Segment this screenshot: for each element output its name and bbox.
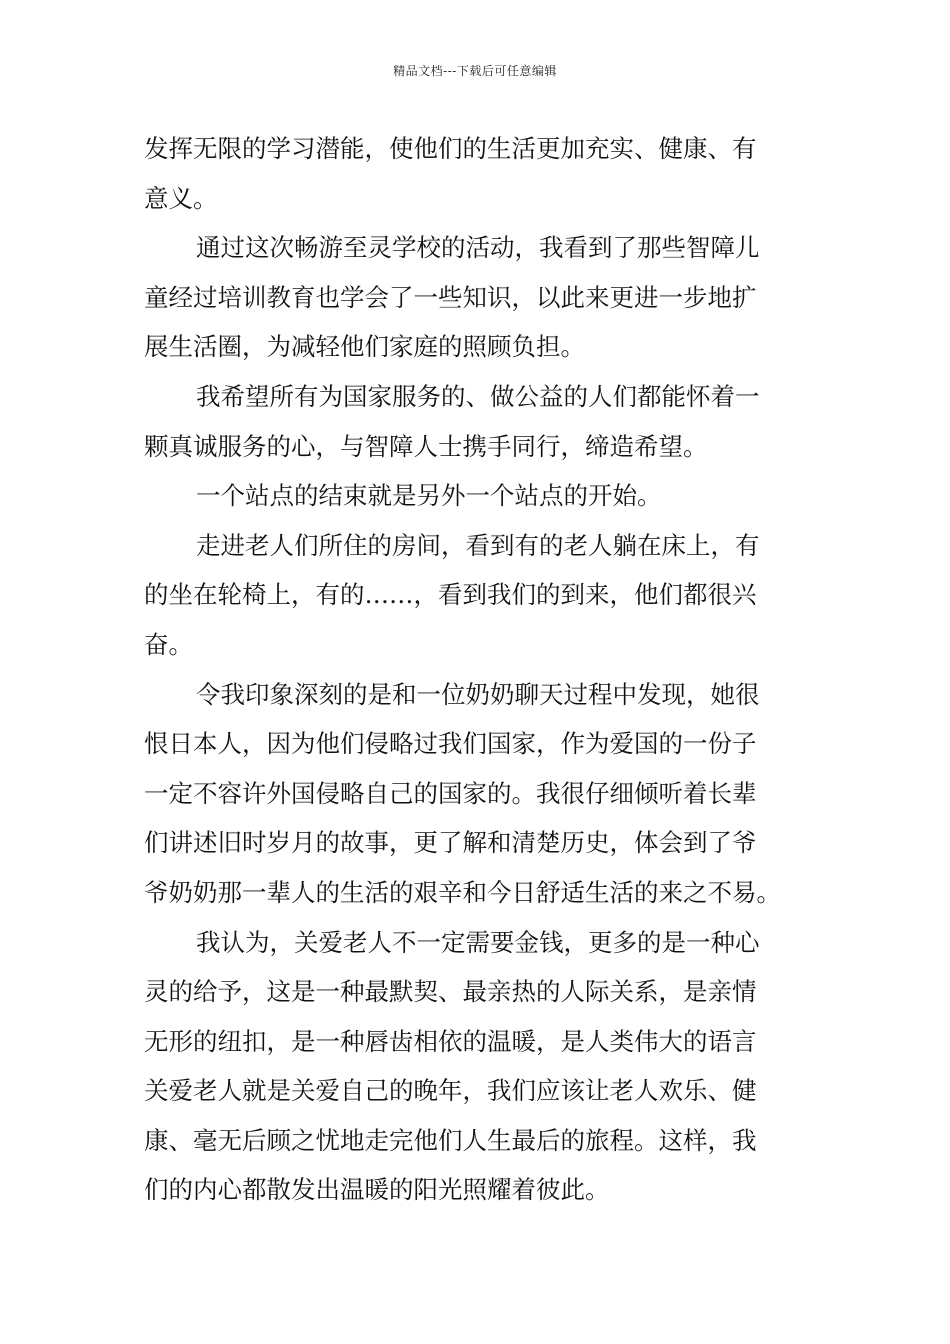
text-line: 我认为，关爱老人不一定需要金钱，更多的是一种心	[196, 927, 760, 957]
page-header: 精品文档---下载后可任意编辑	[393, 64, 557, 78]
text-line: 一定不容许外国侵略自己的国家的。我很仔细倾听着长辈	[144, 778, 757, 808]
text-line: 无形的纽扣，是一种唇齿相依的温暖，是人类伟大的语言	[144, 1026, 757, 1056]
document-body	[144, 124, 808, 1215]
text-line: 恨日本人，因为他们侵略过我们国家，作为爱国的一份子	[144, 729, 757, 759]
text-line: 走进老人们所住的房间，看到有的老人躺在床上，有	[196, 530, 760, 560]
text-line: 关爱老人就是关爱自己的晚年，我们应该让老人欢乐、健	[144, 1076, 757, 1106]
text-line: 发挥无限的学习潜能，使他们的生活更加充实、健康、有	[144, 134, 757, 163]
text-line: 奋。	[144, 629, 193, 659]
text-line: 们讲述旧时岁月的故事，更了解和清楚历史，体会到了爷	[144, 828, 757, 858]
text-line: 通过这次畅游至灵学校的活动，我看到了那些智障儿	[196, 233, 760, 263]
text-line: 颗真诚服务的心，与智障人士携手同行，缔造希望。	[144, 431, 708, 461]
text-line: 的坐在轮椅上，有的……，看到我们的到来，他们都很兴	[144, 580, 757, 610]
text-line: 童经过培训教育也学会了一些知识，以此来更进一步地扩	[144, 282, 757, 312]
text-line: 灵的给予，这是一种最默契、最亲热的人际关系，是亲情	[144, 977, 757, 1007]
text-line: 康、毫无后顾之忧地走完他们人生最后的旅程。这样，我	[144, 1125, 757, 1155]
text-line: 展生活圈，为减轻他们家庭的照顾负担。	[144, 332, 585, 362]
text-line: 意义。	[144, 183, 218, 213]
text-line: 我希望所有为国家服务的、做公益的人们都能怀着一	[196, 381, 760, 411]
text-line: 令我印象深刻的是和一位奶奶聊天过程中发现，她很	[196, 679, 760, 709]
text-line: 一个站点的结束就是另外一个站点的开始。	[196, 481, 662, 511]
text-line: 爷奶奶那一辈人的生活的艰辛和今日舒适生活的来之不易。	[144, 877, 781, 907]
text-line: 们的内心都散发出温暖的阳光照耀着彼此。	[144, 1175, 610, 1205]
